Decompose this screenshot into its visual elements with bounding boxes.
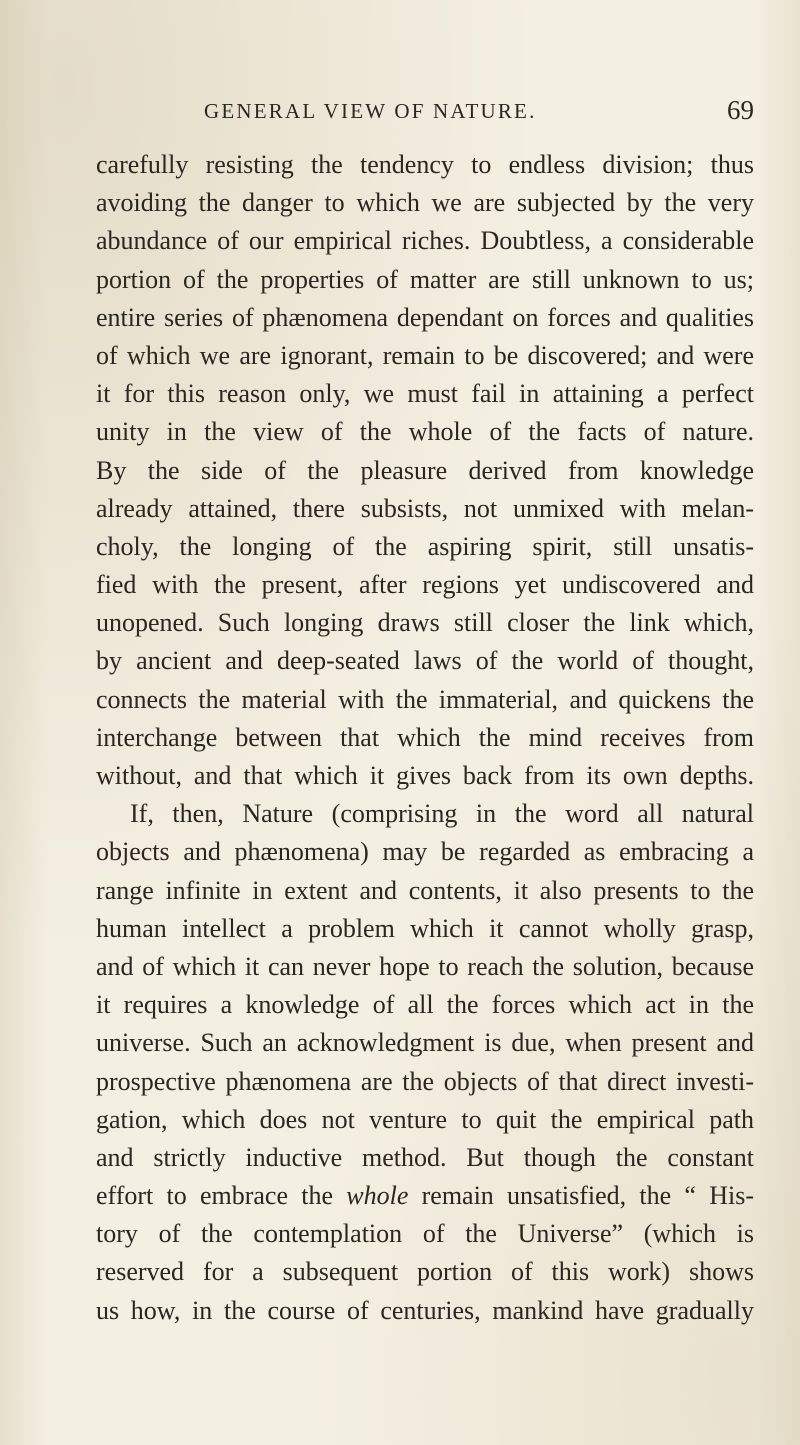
text-line: already attained, there subsists, not unmixed with melan-	[96, 493, 754, 523]
text-line: reserved for a subsequent portion of this work) shows	[96, 1257, 754, 1287]
text-line: avoiding the danger to which we are subjected by the very	[96, 188, 754, 218]
text-line: and strictly inductive method. But though the constant	[96, 1142, 754, 1172]
text-line: effort to embrace the whole remain unsatisfied, the “ His-	[96, 1181, 754, 1211]
text-line: interchange between that which the mind receives from	[96, 722, 754, 752]
text-line: unopened. Such longing draws still closer the link which,	[96, 608, 754, 638]
text-line: and of which it can never hope to reach the solution, because	[96, 951, 754, 981]
text-line: without, and that which it gives back from its own depths.	[96, 761, 754, 790]
text-line: tory of the contemplation of the Universe” (which is	[96, 1219, 754, 1249]
text-line: range infinite in extent and contents, it also presents to the	[96, 875, 754, 905]
text-line: objects and phænomena) may be regarded as embracing a	[96, 837, 754, 867]
text-line: unity in the view of the whole of the facts of nature.	[96, 417, 754, 447]
text-line: human intellect a problem which it cannot wholly grasp,	[96, 913, 754, 943]
text-line: fied with the present, after regions yet undiscovered and	[96, 570, 754, 600]
text-line: universe. Such an acknowledgment is due, when present and	[96, 1028, 754, 1058]
running-title: GENERAL VIEW OF NATURE.	[204, 99, 537, 123]
text-line: carefully resisting the tendency to endless division; thus	[96, 150, 754, 179]
text-line: of which we are ignorant, remain to be discovered; and were	[96, 340, 754, 370]
text-line: abundance of our empirical riches. Doubtless, a considerable	[96, 226, 754, 256]
text-line: choly, the longing of the aspiring spirit, still unsatis-	[96, 531, 754, 561]
body-text	[96, 146, 754, 1330]
text-line: prospective phænomena are the objects of that direct investi-	[96, 1066, 754, 1096]
text-line: entire series of phænomena dependant on forces and qualities	[96, 302, 754, 332]
text-line: us how, in the course of centuries, mankind have gradually	[96, 1295, 754, 1325]
text-line: gation, which does not venture to quit the empirical path	[96, 1104, 754, 1134]
text-line: portion of the properties of matter are still unknown to us;	[96, 264, 754, 294]
page-number: 69	[727, 95, 754, 125]
text-line: it for this reason only, we must fail in attaining a perfect	[96, 379, 754, 409]
running-head	[96, 95, 754, 135]
text-line: connects the material with the immaterial, and quickens the	[96, 684, 754, 714]
text-line: by ancient and deep-seated laws of the world of thought,	[96, 646, 754, 676]
emphasized-word: whole	[346, 1181, 409, 1211]
text-line: it requires a knowledge of all the forces which act in the	[96, 990, 754, 1020]
text-line: By the side of the pleasure derived from knowledge	[96, 455, 754, 485]
text-line-paragraph-start: If, then, Nature (comprising in the word all natural	[130, 799, 754, 829]
